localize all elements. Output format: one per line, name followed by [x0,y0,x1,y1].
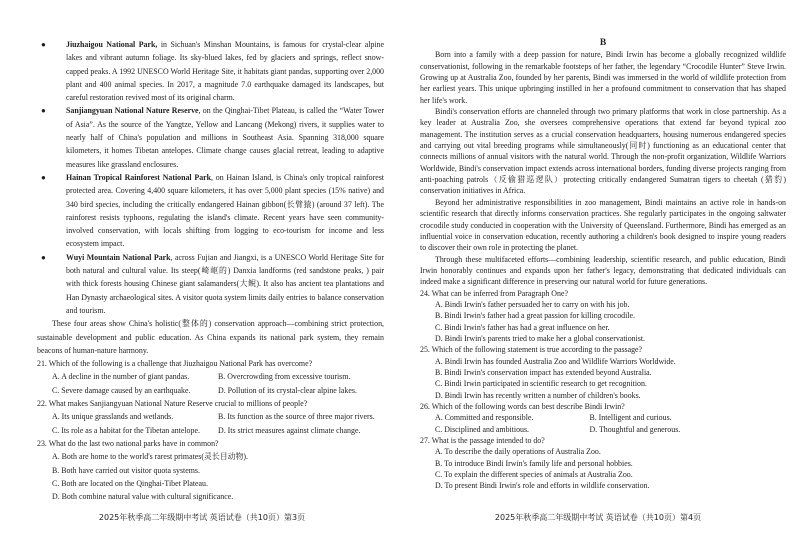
question-25 [420,344,786,401]
option-d: D. Both combine natural value with cultural significance. [52,492,234,502]
bullet-icon: ● [41,252,46,262]
question-23 [37,437,384,503]
park-description: in Sichuan's Minshan Mountains, is famous for crystal-clear alpine lakes and vibrant autumn foliage. Its sky-blued lakes, fed by glaciers and springs, reflect snow-capped peaks. A 1992 UNESCO World Heritage Site, it habitats giant pandas, supporting over 2,000 plant and 400 animal species. In 2017, a magnitude 7.0 earthquake damaged its landscapes, but careful restoration revived most of its original charm. [66,40,385,103]
summary-paragraph: These four areas show China's holistic(整体的) conservation approach—combining strict protection, sustainable development and public education. As China expands its national park system, they remain beacons of human-nature harmony. [37,319,384,355]
park-name: Wuyi Mountain National Park [66,252,171,262]
passage-paragraph: Beyond her administrative responsibilities in zoo management, Bindi maintains an active role in hands-on scientific research that directly informs conservation practices. She regularly participates in the ongoing saltwater crocodile study conducted in cooperation with the University of Queensland. Furthermore, Bindi has emerged as an influential voice in conservation education, recently authoring a children's book designed to inspire young readers to discover their own role in protecting the planet. [420,197,786,253]
question-26 [420,401,786,435]
passage-paragraph: Through these multifaceted efforts—combining leadership, scientific research, and public education, Bindi Irwin honorably continues and expands upon her father's legacy, demonstrating that dedicated individuals can indeed make a significant difference in preserving our natural world for future generations. [420,254,786,287]
left-page-column [37,38,384,503]
option-c: C. Bindi Irwin participated in scientific research to get recognition. [435,379,647,389]
question-stem: 22. What makes Sanjiangyuan National Nature Reserve crucial to millions of people? [37,399,308,409]
park-description: , on the Qinghai-Tibet Plateau, is called the “Water Tower of Asia”. As the source of the Yangtze, Yellow and Lancang (Mekong) rivers, it supplies water to nearly half of China's population and millions in Southeast Asia. Spanning 318,000 square kilometers, it homes Tibetan antelopes. Climate change causes glacial retreat, leading to adaptive measures like grassland enclosures. [66,106,384,169]
option-c: C. Bindi Irwin's father has had a great influence on her. [435,322,610,332]
option-d: D. Thoughtful and generous. [589,424,681,434]
option-a: A. Bindi Irwin has founded Australia Zoo and Wildlife Warriors Worldwide. [435,356,676,366]
question-stem: 24. What can be inferred from Paragraph One? [420,288,568,298]
option-d: D. Pollution of its crystal-clear alpine lakes. [218,385,357,395]
option-c: C. Both are located on the Qinghai-Tibet Plateau. [52,478,208,488]
passage-paragraph: Bindi's conservation efforts are channeled through two primary platforms that work in close partnership. As a key leader at Australia Zoo, she oversees comprehensive operations that extend far beyond typical zoo management. The institution serves as a crucial conservation headquarters, housing numerous endangered species and carrying out vital breeding programs while simultaneously(同时) functioning as an educational center that connects millions of annual visitors with the natural world. Through the non-profit organization, Wildlife Warriors Worldwide, Bindi's conservation impact extends across international borders, funding diverse projects ranging from anti-poaching patrols（反偷猎巡逻队）protecting critically endangered Sumatran tigers to cheetah (猎豹) conservation initiatives in Africa. [420,107,786,196]
option-c: C. To explain the different species of animals at Australia Zoo. [435,470,633,480]
option-b: B. Bindi Irwin's father had a great passion for killing crocodile. [435,311,635,321]
question-22 [37,397,384,437]
option-a: A. Its unique grasslands and wetlands. [52,412,174,422]
right-page-column [420,38,786,492]
bullet-icon: ● [41,172,46,182]
park-name: Jiuzhaigou National Park, [66,40,158,49]
park-item-hainan [37,171,384,251]
question-stem: 25. Which of the following statement is true according to the passage? [420,345,643,355]
park-name: Sanjiangyuan National Nature Reserve [66,106,199,116]
question-24 [420,288,786,345]
option-d: D. Bindi Irwin's parents tried to make her a global conservationist. [435,333,646,343]
option-c: C. Disciplined and ambitious. [435,424,530,434]
park-description: , on Hainan Island, is China's only tropical rainforest protected area. Covering 4,400 square kilometers, it has over 5,000 plant species (15% native) and 340 bird species, including the critically endangered Hainan gibbon(长臂猿) (around 37 left). The rainforest resists typhoons, regulating the island's climate. Recent years have seen community-involved conservation, with locals shifting from logging to eco-tourism for income and less ecosystem impact. [66,172,384,249]
park-item-jiuzhaigou [37,38,384,104]
park-name: Hainan Tropical Rainforest National Park [66,172,212,182]
option-b: B. To introduce Bindi Irwin's family life and personal hobbies. [435,458,633,468]
option-b: B. Overcrowding from excessive tourism. [218,372,351,382]
question-stem: 27. What is the passage intended to do? [420,436,545,446]
option-b: B. Both have carried out visitor quota systems. [52,465,200,475]
bullet-icon: ● [41,106,46,116]
option-d: D. Bindi Irwin has recently written a number of children's books. [435,390,641,400]
section-heading: B [599,38,607,48]
option-a: A. A decline in the number of giant pandas. [52,372,190,382]
option-b: B. Bindi Irwin's conservation impact has extended beyond Australia. [435,367,652,377]
page-footer-left: 2025年秋季高二年级期中考试 英语试卷（共10页）第3页 [98,513,306,522]
question-27 [420,435,786,492]
question-stem: 21. Which of the following is a challenge that Jiuzhaigou National Park has overcome? [37,359,313,369]
option-a: A. Both are home to the world's rarest primates(灵长目动物). [52,452,249,462]
page-footer-right: 2025年秋季高二年级期中考试 英语试卷（共10页）第4页 [494,513,702,522]
park-item-sanjiangyuan [37,104,384,170]
option-b: B. Its function as the source of three major rivers. [218,412,375,422]
question-stem: 23. What do the last two national parks have in common? [37,438,219,448]
passage-paragraph: Born into a family with a deep passion for nature, Bindi Irwin has become a globally recognized wildlife conservationist, following in the remarkable footsteps of her father, the legendary “Crocodile Hunter” Steve Irwin. Growing up at Australia Zoo, founded by her parents, Bindi was immersed in the world of wildlife protection from her earliest years. This unique upbringing instilled in her a profound commitment to conservation that has shaped her life's work. [420,50,786,105]
question-stem: 26. Which of the following words can best describe Bindi Irwin? [420,402,625,411]
park-description: , across Fujian and Jiangxi, is a UNESCO World Heritage Site for both natural and cultural value. Its steep(崎岖的) Danxia landforms (red sandstone peaks, ) pair with thick forests housing Chinese giant salamanders(大鲵). It also has ancient tea plantations and Han Dynasty archaeological sites. A visitor quota system limits daily entries to balance conservation and tourism. [66,252,384,315]
option-d: D. Its strict measures against climate change. [218,425,361,435]
option-d: D. To present Bindi Irwin's role and efforts in wildlife conservation. [435,481,650,491]
bullet-icon: ● [41,40,46,49]
question-21 [37,357,384,397]
option-c: C. Its role as a habitat for the Tibetan antelope. [52,425,200,435]
option-c: C. Severe damage caused by an earthquake. [52,385,191,395]
option-a: A. Bindi Irwin's father persuaded her to carry on with his job. [435,299,630,309]
option-a: A. To describe the daily operations of Australia Zoo. [435,447,601,457]
option-a: A. Committed and responsible. [435,413,534,423]
option-b: B. Intelligent and curious. [589,413,672,423]
park-item-wuyi [37,251,384,317]
